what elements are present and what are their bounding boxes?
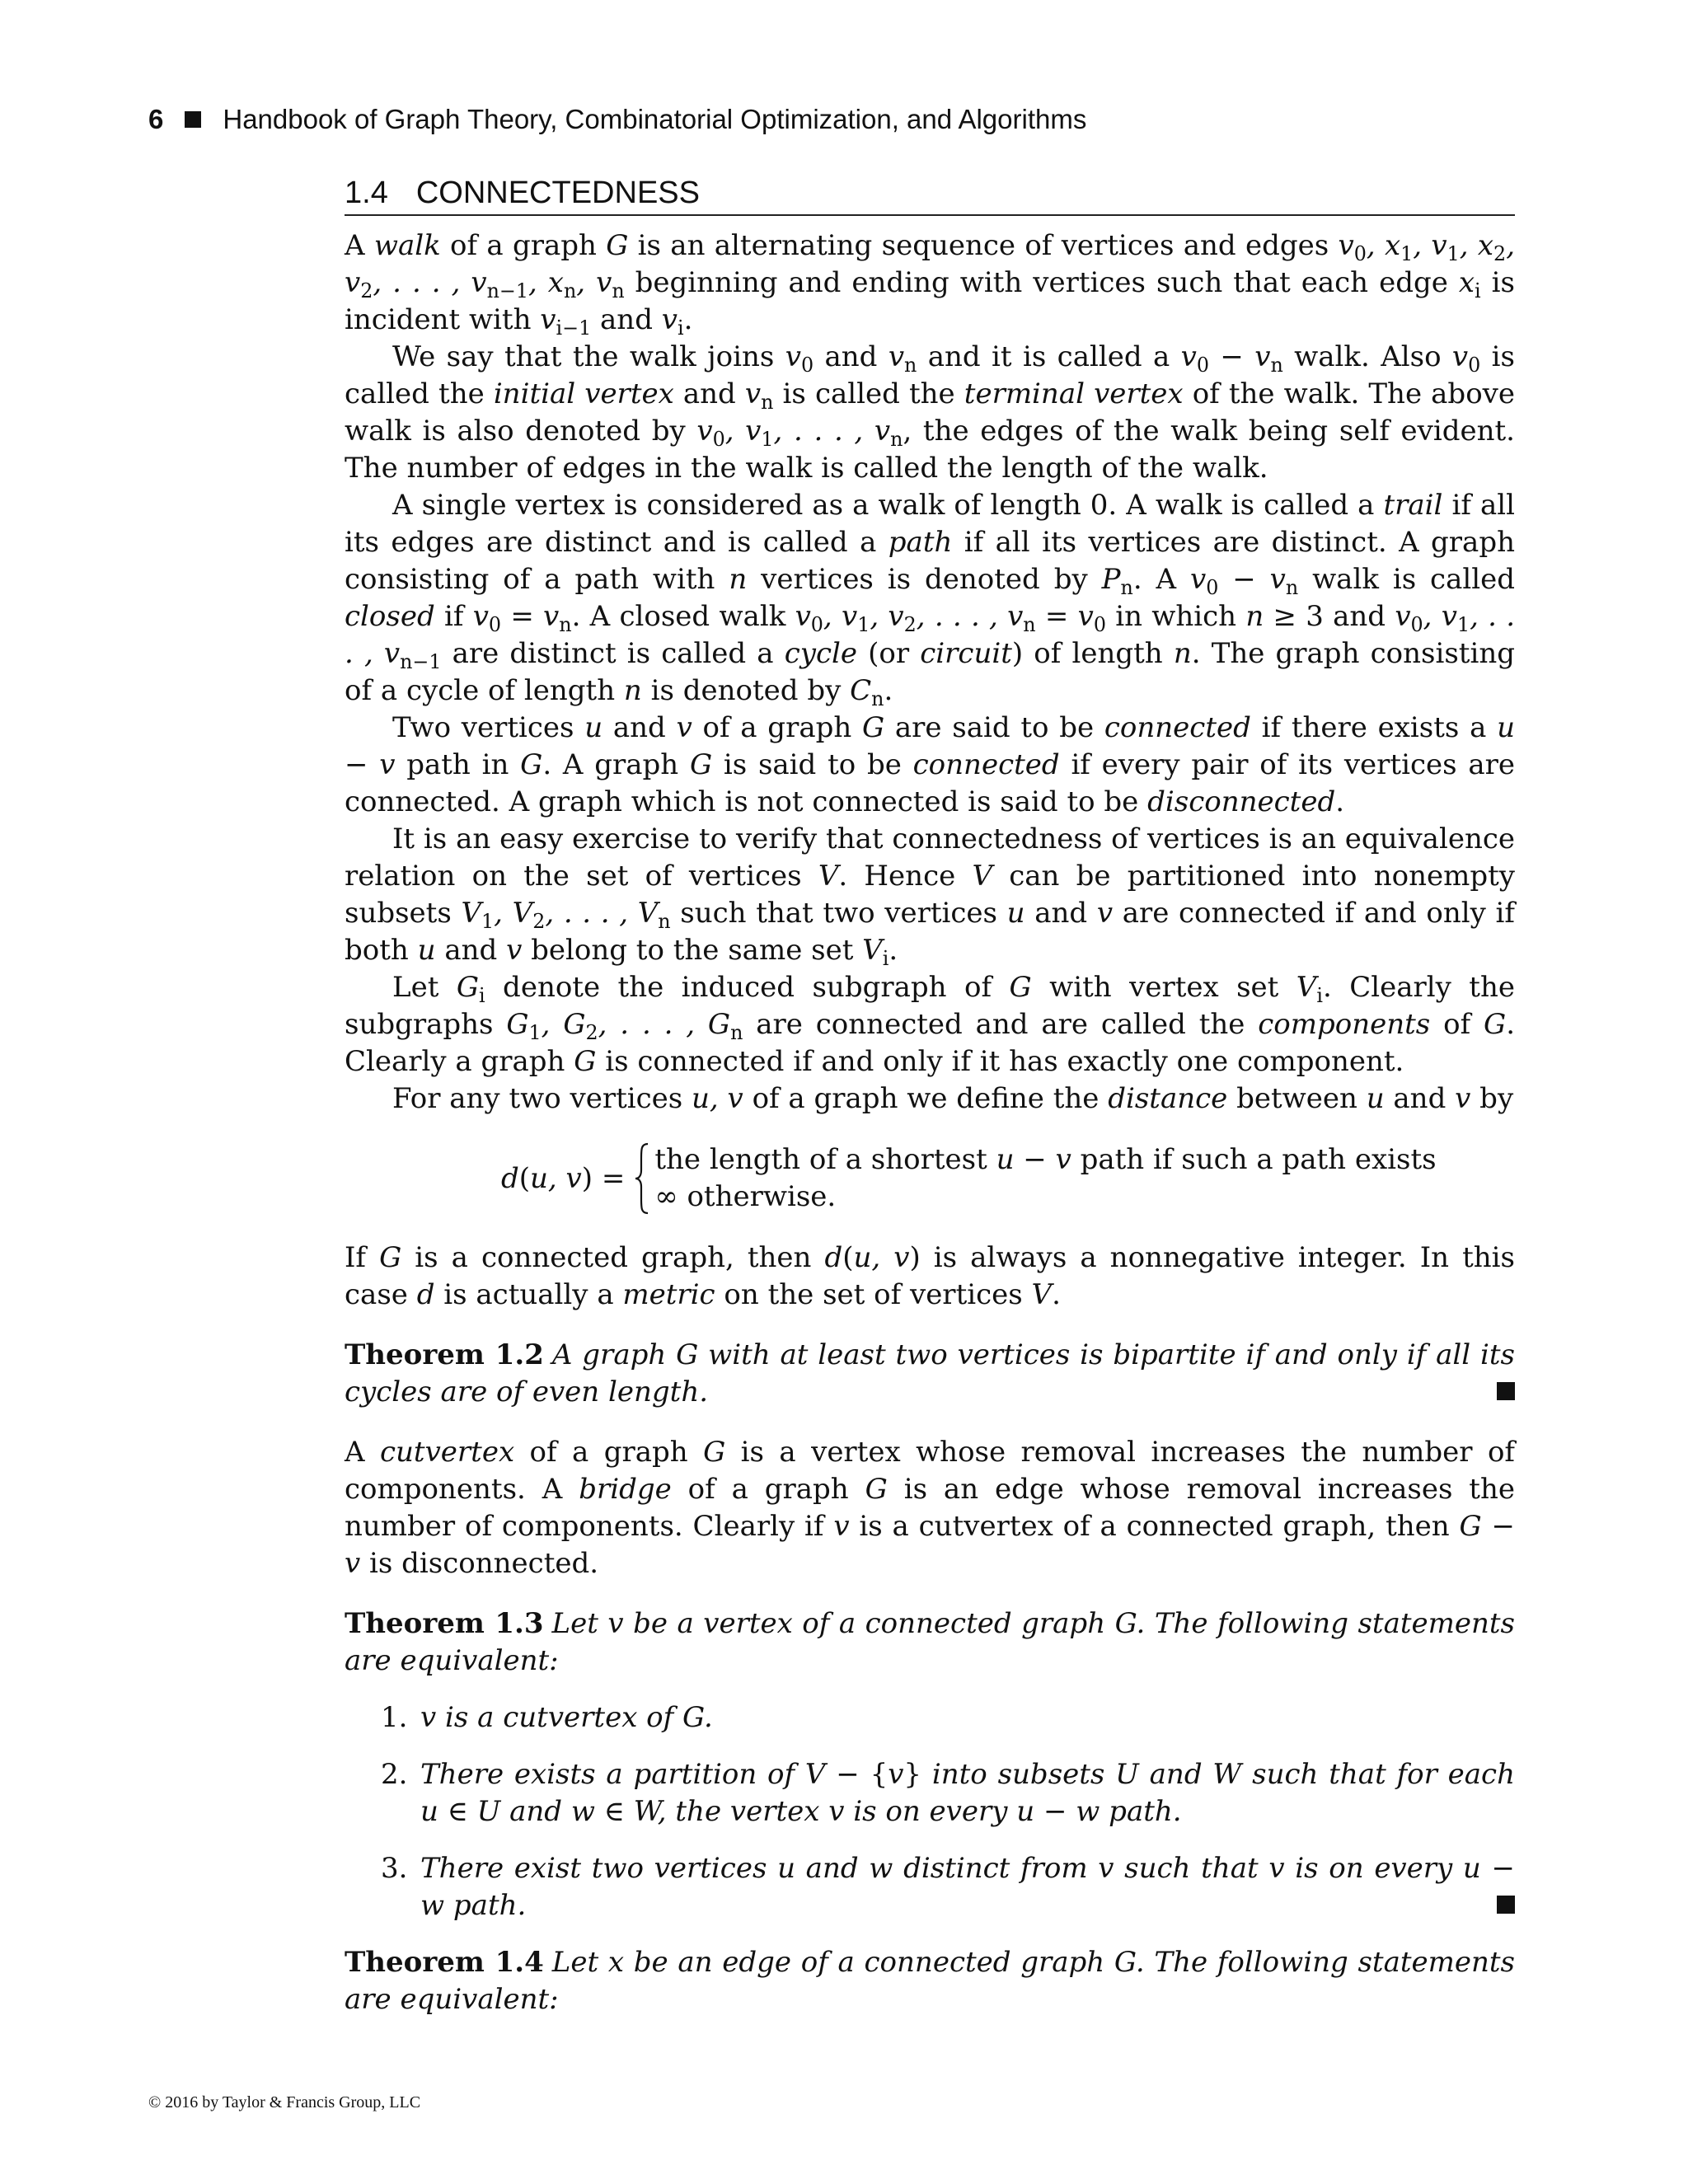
- equation-cases: [654, 1141, 1436, 1216]
- section-title: CONNECTEDNESS: [415, 176, 700, 210]
- header-square-icon: [185, 111, 201, 128]
- theorem-1-4-label: Theorem 1.4: [345, 1946, 544, 1979]
- paragraph-cutvertex: A cutvertex of a graph G is a vertex whose removal increases the number of components. A bridge of a graph G is an edge whose removal increases the number of components. Clearly if v is a cutvertex of a connected graph, then G − v is disconnected.: [345, 1436, 1516, 1580]
- paragraph-distance: For any two vertices u, v of a graph we define the distance between u and v by: [392, 1082, 1514, 1115]
- case-2: ∞ otherwise.: [654, 1180, 837, 1213]
- section-heading: [345, 173, 1515, 216]
- book-title: Handbook of Graph Theory, Combinatorial Optimization, and Algorithms: [223, 104, 1087, 134]
- qed-icon: [1497, 1382, 1515, 1400]
- paragraph-equivalence: It is an easy exercise to verify that connectedness of vertices is an equivalence relation on the set of vertices V. Hence V can be partitioned into nonempty subsets $V_1$, $V_2$, . . . , $V_n$ such that two vertices u and v are connected if and only if both u and v belong to the same set $V_i$.: [345, 823, 1515, 971]
- paragraph-connected: Two vertices u and v of a graph G are said to be connected if there exists a u − v path in G. A graph G is said to be connected if every pair of its vertices are connected. A graph which is not connected is said to be disconnected.: [345, 711, 1515, 818]
- section-number: 1.4: [345, 176, 388, 210]
- theorem-1-3-list: [345, 1699, 1515, 1924]
- equation-lhs: d(u, v) =: [501, 1161, 626, 1195]
- case-1: the length of a shortest u − v path if such a path exists: [654, 1143, 1437, 1176]
- theorem-1-3: Theorem 1.3 Let v be a vertex of a connected graph G. The following statements are equivalent:: [345, 1607, 1515, 1677]
- theorem-1-3-label: Theorem 1.3: [345, 1607, 544, 1640]
- paragraph-walk-joins: We say that the walk joins $v_0$ and $v_n$ and it is called a $v_0 - v_n$ walk. Also $v_0$ is called the initial vertex and $v_n$ is called the terminal vertex of the walk. The above walk is also denoted by $v_0$, $v_1$, . . . , $v_n$, the edges of the walk being self evident. The number of edges in the walk is called the length of the walk.: [345, 340, 1515, 485]
- paragraph-metric: If G is a connected graph, then d(u, v) is always a nonnegative integer. In this case d is actually a metric on the set of vertices V.: [345, 1241, 1515, 1311]
- qed-icon: [1497, 1896, 1515, 1914]
- list-item: 1. v is a cutvertex of G.: [381, 1701, 713, 1734]
- page-number: 6: [148, 104, 164, 134]
- list-item: 3. There exist two vertices u and w distinct from v such that v is on every u − w path.: [381, 1852, 1515, 1922]
- page-body: [345, 173, 1515, 2018]
- theorem-1-4: Theorem 1.4 Let x be an edge of a connected graph G. The following statements are equivalent:: [345, 1946, 1516, 2016]
- running-header: [148, 104, 1086, 135]
- paragraph-walk: A walk of a graph G is an alternating sequence of vertices and edges $v_0$, $x_1$, $v_1$, $x_2$, $v_2$, . . . , $v_{n-1}$, $x_n$, $v_n$ beginning and ending with vertices such that each edge $x_i$ is incident with $v_{i-1}$ and $v_i$.: [345, 229, 1515, 340]
- paragraph-trail-path: A single vertex is considered as a walk of length 0. A walk is called a trail if all its edges are distinct and is called a path if all its vertices are distinct. A graph consisting of a path with n vertices is denoted by $P_n$. A $v_0 - v_n$ walk is called closed if $v_0 = v_n$. A closed walk $v_0$, $v_1$, $v_2$, . . . , $v_n = v_0$ in which n ≥ 3 and $v_0$, $v_1$, . . . , $v_{n-1}$ are distinct is called a cycle (or circuit) of length n. The graph consisting of a cycle of length n is denoted by $C_n$.: [345, 489, 1516, 711]
- list-item: 2. There exists a partition of V − {v} into subsets U and W such that for each u ∈ U and w ∈ W, the vertex v is on every u − w path.: [381, 1758, 1515, 1828]
- left-brace-icon: [635, 1142, 649, 1215]
- copyright-footer: © 2016 by Taylor & Francis Group, LLC: [148, 2093, 421, 2111]
- distance-equation: [501, 1139, 1515, 1218]
- paragraph-components: Let $G_i$ denote the induced subgraph of G with vertex set $V_i$. Clearly the subgraphs $G_1$, $G_2$, . . . , $G_n$ are connected and are called the components of G. Clearly a graph G is connected if and only if it has exactly one component.: [345, 971, 1515, 1078]
- theorem-1-2: Theorem 1.2 A graph G with at least two vertices is bipartite if and only if all its cycles are of even length.: [345, 1338, 1515, 1408]
- theorem-1-2-label: Theorem 1.2: [345, 1338, 544, 1371]
